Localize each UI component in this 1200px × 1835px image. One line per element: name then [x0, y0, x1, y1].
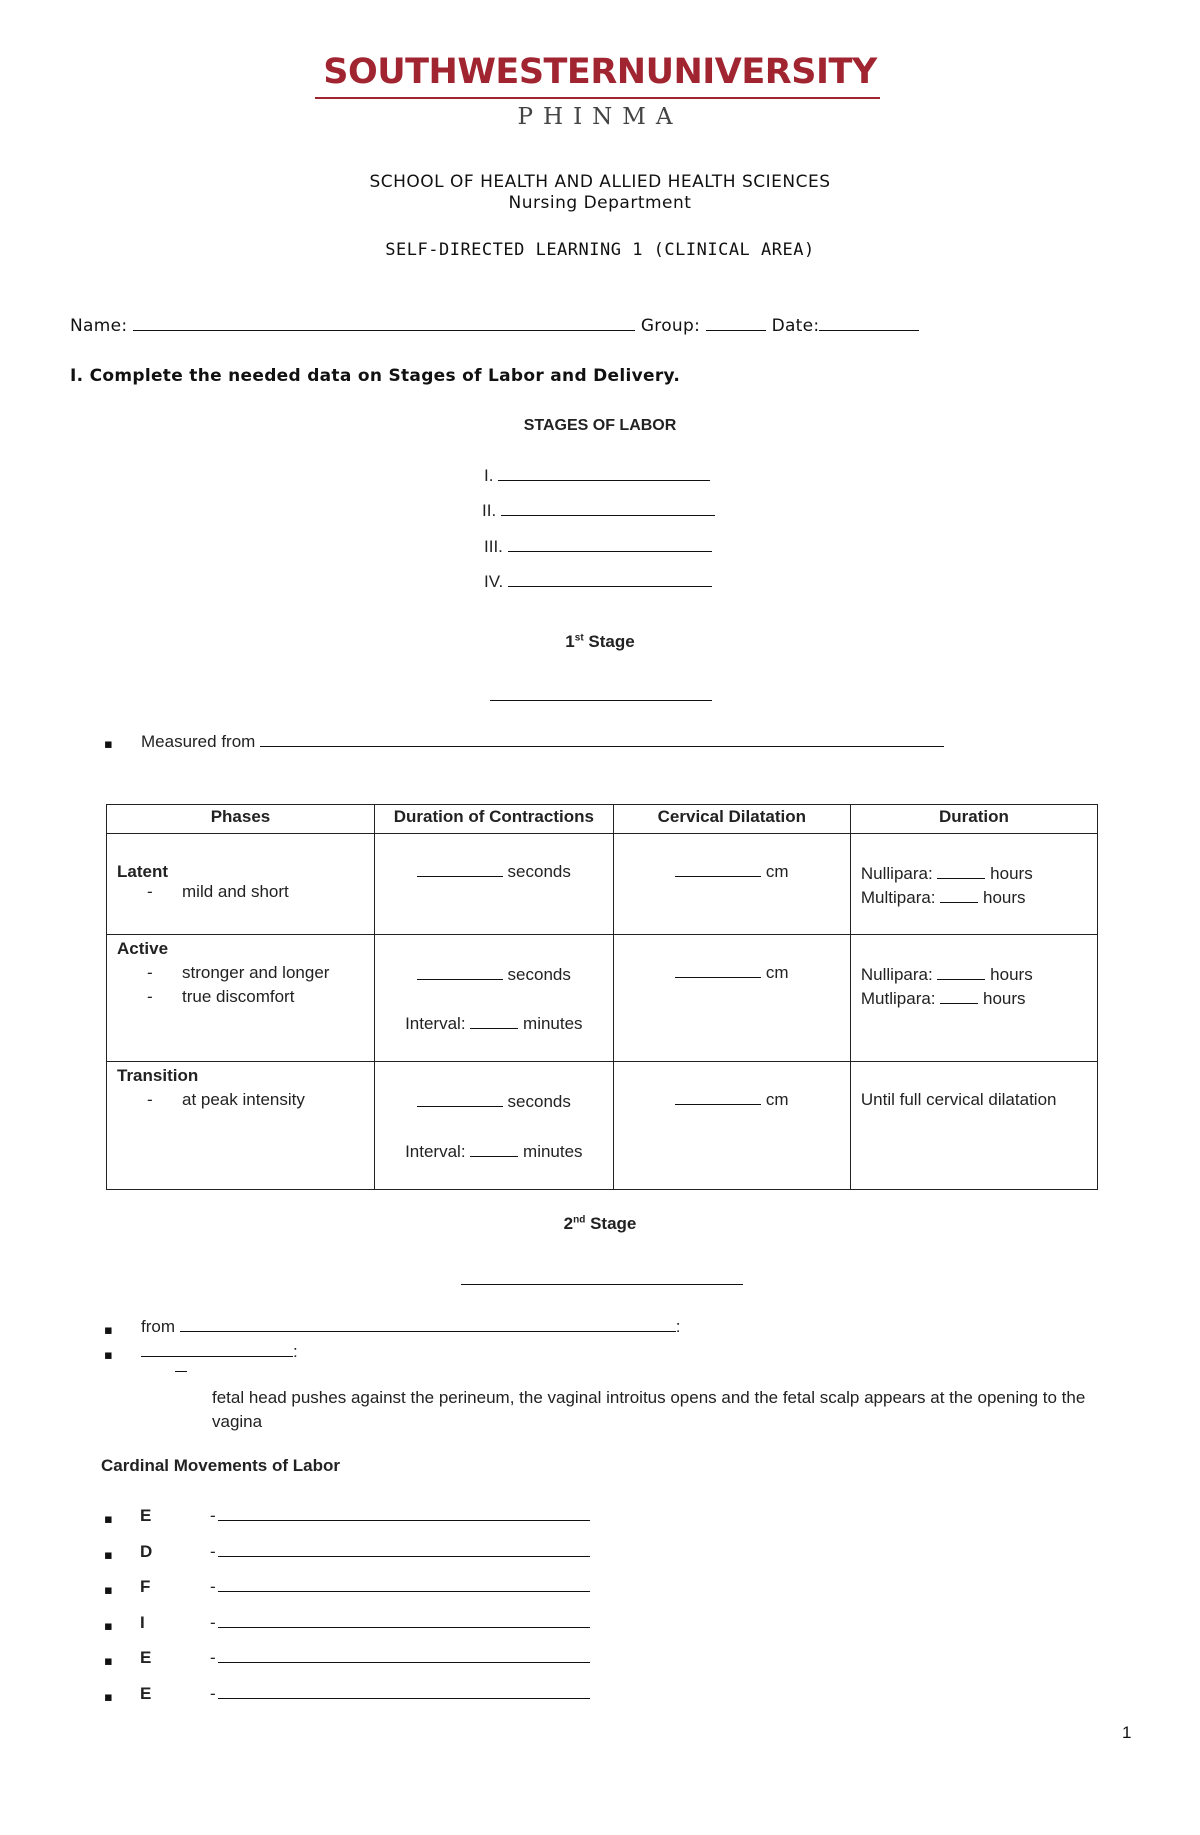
logo-wordmark: SOUTHWESTERNUNIVERSITY: [323, 52, 877, 92]
dash: -: [210, 1542, 216, 1561]
bullet-icon: ▪: [104, 1548, 113, 1563]
header-phases: Phases: [107, 805, 375, 834]
cardinal-field[interactable]: [218, 1662, 590, 1663]
duration-cell: [850, 834, 1097, 935]
bullet-icon: ▪: [104, 1690, 113, 1705]
bullet-icon: ▪: [104, 1512, 113, 1527]
logo-sub: PHINMA: [517, 104, 683, 130]
cardinal-letter: I: [140, 1613, 145, 1632]
phase-desc: [117, 1088, 364, 1112]
dash: -: [210, 1648, 216, 1667]
stage-ordinal: nd: [573, 1214, 586, 1226]
cardinal-item: [140, 1684, 590, 1704]
stage-number: 1: [565, 632, 575, 651]
cardinal-letter: E: [140, 1506, 152, 1525]
interval-row: [375, 1140, 613, 1164]
dilatation-cell: [613, 834, 850, 935]
term-field[interactable]: [141, 1356, 293, 1357]
cardinal-field[interactable]: [218, 1556, 590, 1557]
desc-text: mild and short: [182, 882, 289, 901]
interval-unit: minutes: [523, 1014, 583, 1033]
cardinal-field[interactable]: [218, 1520, 590, 1521]
stage-numeral: IV.: [484, 572, 504, 591]
desc-text: stronger and longer: [182, 963, 330, 982]
stage-line-4: [484, 572, 712, 592]
desc-text: true discomfort: [182, 987, 295, 1006]
contraction-field[interactable]: [417, 1106, 503, 1107]
hours-unit: hours: [990, 864, 1033, 883]
department-name: Nursing Department: [508, 193, 692, 213]
multipara-field[interactable]: [940, 902, 978, 903]
stage-word: Stage: [590, 1214, 637, 1233]
contraction-field[interactable]: [417, 876, 503, 877]
phase-desc: [117, 985, 364, 1009]
stage-line-2: [482, 501, 715, 521]
stage-line-3: [484, 537, 712, 557]
bullet-icon: ▪: [104, 1619, 113, 1634]
header-duration: Duration: [850, 805, 1097, 834]
cardinal-letter: E: [140, 1648, 152, 1667]
date-field[interactable]: [819, 330, 919, 331]
cardinal-item: [140, 1542, 590, 1562]
page-number: 1: [1122, 1723, 1132, 1742]
phase-name: Transition: [117, 1066, 199, 1085]
interval-unit: minutes: [523, 1142, 583, 1161]
bullet-icon: ▪: [104, 1323, 113, 1338]
dash: -: [147, 987, 153, 1006]
contraction-field[interactable]: [417, 979, 503, 980]
from-row: [141, 1317, 680, 1337]
hours-unit: hours: [990, 965, 1033, 984]
stage-line-1: [484, 466, 710, 486]
bullet-icon: ▪: [104, 1654, 113, 1669]
cardinal-title: Cardinal Movements of Labor: [101, 1456, 340, 1475]
bullet-icon: ▪: [104, 737, 113, 752]
measured-from-label: Measured from: [141, 732, 256, 751]
phase-cell: [107, 834, 375, 935]
phase-cell: [107, 935, 375, 1062]
dash: -: [147, 882, 153, 901]
interval-row: [375, 1012, 613, 1036]
dash: -: [210, 1613, 216, 1632]
nullipara-field[interactable]: [937, 878, 985, 879]
dash: -: [210, 1506, 216, 1525]
bullet-icon: ▪: [104, 1348, 113, 1363]
second-stage-description: fetal head pushes against the perineum, the vaginal introitus opens and the fetal scalp appears at the opening to the vagina: [212, 1388, 1086, 1431]
multipara-field[interactable]: [940, 1003, 978, 1004]
dilatation-unit: cm: [765, 862, 789, 881]
interval-field[interactable]: [470, 1156, 518, 1157]
cardinal-letter: E: [140, 1684, 152, 1703]
contraction-unit: seconds: [507, 965, 571, 984]
stage-number: 2: [563, 1214, 574, 1233]
measured-from-row: [141, 732, 944, 752]
date-label: Date:: [771, 316, 820, 336]
nullipara-label: Nullipara:: [860, 965, 933, 984]
stage-blank[interactable]: [501, 515, 715, 516]
stages-title: STAGES OF LABOR: [523, 417, 677, 434]
nullipara-label: Nullipara:: [860, 864, 933, 883]
stage-blank[interactable]: [498, 480, 710, 481]
from-label: from: [141, 1317, 175, 1336]
header-dilatation: Cervical Dilatation: [613, 805, 850, 834]
interval-label: Interval:: [405, 1014, 466, 1033]
dash: -: [147, 963, 153, 982]
stage-word: Stage: [588, 632, 635, 651]
hours-unit: hours: [983, 888, 1026, 907]
contraction-unit: seconds: [507, 1092, 571, 1111]
first-stage-blank[interactable]: [490, 700, 712, 701]
dilatation-cell: [613, 935, 850, 1062]
dilatation-field[interactable]: [675, 977, 761, 978]
cardinal-item: [140, 1648, 590, 1668]
contraction-unit: seconds: [507, 862, 571, 881]
measured-from-field[interactable]: [260, 746, 944, 747]
table-row-latent: [107, 834, 1098, 935]
dilatation-unit: cm: [765, 1090, 789, 1109]
group-label: Group:: [640, 316, 701, 336]
dash: -: [210, 1684, 216, 1703]
cardinal-letter: F: [140, 1577, 151, 1596]
phase-desc: [117, 961, 364, 985]
name-label: Name:: [70, 316, 128, 336]
stage-blank[interactable]: [508, 586, 712, 587]
group-field[interactable]: [706, 330, 766, 331]
from-field[interactable]: [180, 1331, 676, 1332]
hours-unit: hours: [983, 989, 1026, 1008]
contraction-cell: [374, 834, 613, 935]
document-title: SELF-DIRECTED LEARNING 1 (CLINICAL AREA): [385, 240, 815, 260]
table-row-active: [107, 935, 1098, 1062]
phase-desc: [117, 882, 364, 902]
contraction-cell: [374, 1062, 613, 1190]
stage-numeral: III.: [484, 537, 503, 556]
phases-table: [106, 804, 1098, 1190]
cardinal-field[interactable]: [218, 1698, 590, 1699]
desc-text: at peak intensity: [182, 1090, 305, 1109]
stage-blank[interactable]: [508, 551, 712, 552]
table-row-transition: [107, 1062, 1098, 1190]
second-stage-title: [0, 1214, 1200, 1234]
term-row: [141, 1342, 298, 1362]
phase-cell: [107, 1062, 375, 1190]
bullet-icon: ▪: [104, 1583, 113, 1598]
multipara-label: Mutlipara:: [860, 989, 936, 1008]
dilatation-cell: [613, 1062, 850, 1190]
dilatation-field[interactable]: [675, 1104, 761, 1105]
header-contractions: Duration of Contractions: [374, 805, 613, 834]
interval-label: Interval:: [405, 1142, 466, 1161]
stage-numeral: I.: [484, 466, 494, 485]
stage-numeral: II.: [482, 501, 497, 520]
interval-field[interactable]: [470, 1028, 518, 1029]
multipara-label: Multipara:: [860, 888, 936, 907]
colon: :: [675, 1317, 681, 1336]
contraction-cell: [374, 935, 613, 1062]
cardinal-field[interactable]: [218, 1627, 590, 1628]
phase-name: Active: [117, 939, 169, 958]
name-field[interactable]: [133, 330, 635, 331]
logo-rule: [315, 97, 880, 99]
stage-ordinal: st: [574, 632, 584, 644]
dash: -: [147, 1090, 153, 1109]
nullipara-field[interactable]: [937, 979, 985, 980]
school-name: SCHOOL OF HEALTH AND ALLIED HEALTH SCIENCES: [369, 172, 831, 192]
cardinal-item: [140, 1613, 590, 1633]
cardinal-field[interactable]: [218, 1591, 590, 1592]
cardinal-item: [140, 1577, 590, 1597]
cardinal-letter: D: [140, 1542, 153, 1561]
phase-name: Latent: [117, 862, 168, 881]
section-instruction: I. Complete the needed data on Stages of Labor and Delivery.: [70, 366, 681, 386]
university-logo: [0, 52, 1200, 92]
first-stage-title: [0, 632, 1200, 652]
duration-text: Until full cervical dilatation: [860, 1090, 1057, 1109]
student-info-row: [70, 316, 919, 336]
colon: :: [293, 1342, 298, 1361]
small-blank[interactable]: [175, 1371, 187, 1372]
duration-cell: [850, 1062, 1097, 1190]
second-stage-blank[interactable]: [461, 1284, 743, 1285]
dash: -: [210, 1577, 216, 1596]
table-header-row: [107, 805, 1098, 834]
cardinal-item: [140, 1506, 590, 1526]
duration-cell: [850, 935, 1097, 1062]
dilatation-field[interactable]: [675, 876, 761, 877]
dilatation-unit: cm: [765, 963, 789, 982]
